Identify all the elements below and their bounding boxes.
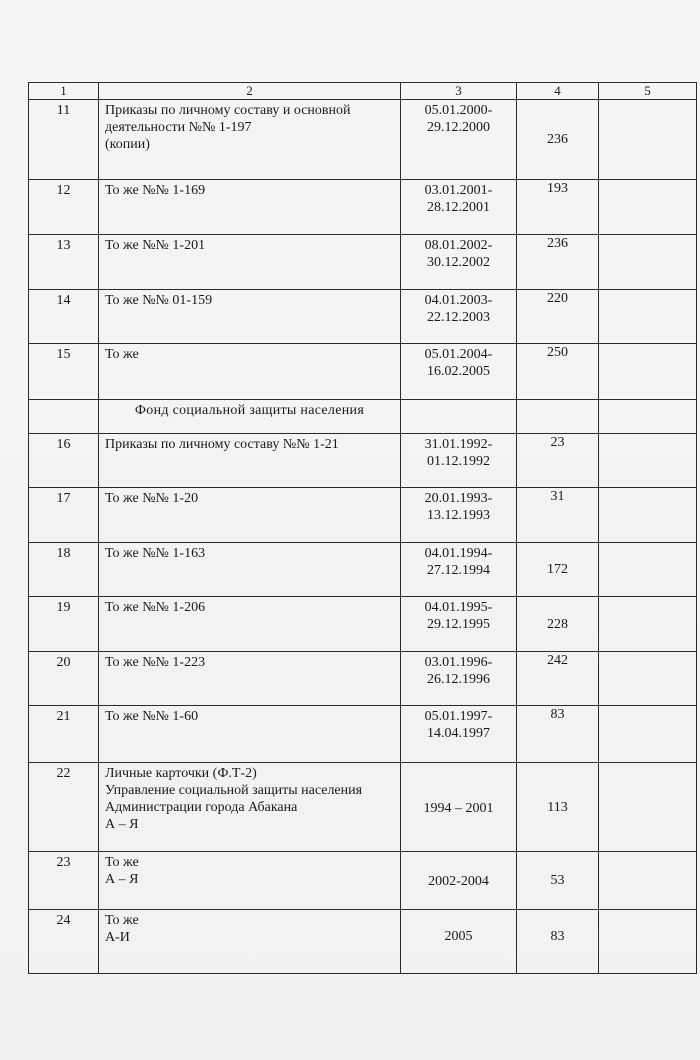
row-sheets: 83: [517, 706, 599, 763]
table-row: [29, 100, 697, 180]
table-row: [29, 344, 697, 400]
row-sheets: 220: [517, 290, 599, 344]
column-header: 5: [599, 83, 697, 100]
row-note: [599, 100, 697, 180]
row-title: То же №№ 01-159: [99, 290, 401, 344]
column-header: 3: [401, 83, 517, 100]
table-row: [29, 706, 697, 763]
column-header: 1: [29, 83, 99, 100]
row-sheets: 31: [517, 488, 599, 543]
row-dates: 1994 – 2001: [401, 763, 517, 852]
column-header: 2: [99, 83, 401, 100]
row-note: [599, 597, 697, 652]
row-note: [599, 852, 697, 910]
row-dates: 2005: [401, 910, 517, 974]
row-title: То же А-И: [99, 910, 401, 974]
row-number: 18: [29, 543, 99, 597]
row-dates: 31.01.1992- 01.12.1992: [401, 434, 517, 488]
table-row: [29, 180, 697, 235]
table-row: [29, 290, 697, 344]
row-number: 16: [29, 434, 99, 488]
row-note: [599, 706, 697, 763]
row-note: [599, 543, 697, 597]
row-number: 24: [29, 910, 99, 974]
row-title: То же №№ 1-163: [99, 543, 401, 597]
row-dates: 04.01.1994- 27.12.1994: [401, 543, 517, 597]
row-dates: 04.01.2003- 22.12.2003: [401, 290, 517, 344]
row-dates: 05.01.1997- 14.04.1997: [401, 706, 517, 763]
inventory-table: [28, 82, 697, 974]
row-dates: 20.01.1993- 13.12.1993: [401, 488, 517, 543]
row-sheets: 83: [517, 910, 599, 974]
row-title: Приказы по личному составу и основной деятельности №№ 1-197 (копии): [99, 100, 401, 180]
column-header: 4: [517, 83, 599, 100]
row-note: [599, 763, 697, 852]
row-number: 21: [29, 706, 99, 763]
row-dates: 2002-2004: [401, 852, 517, 910]
row-dates: 03.01.1996- 26.12.1996: [401, 652, 517, 706]
row-note: [599, 290, 697, 344]
table-row: [29, 597, 697, 652]
row-number: 14: [29, 290, 99, 344]
table-row: [29, 652, 697, 706]
row-title: То же А – Я: [99, 852, 401, 910]
section-title: Фонд социальной защиты населения: [99, 400, 401, 434]
row-note: [599, 344, 697, 400]
table-header-row: [29, 83, 697, 100]
row-title: Личные карточки (Ф.Т-2) Управление социальной защиты населения Администрации города Абакана А – Я: [99, 763, 401, 852]
row-number: 23: [29, 852, 99, 910]
row-number: 17: [29, 488, 99, 543]
table-row: [29, 910, 697, 974]
row-number: 19: [29, 597, 99, 652]
row-title: То же №№ 1-223: [99, 652, 401, 706]
row-note: [599, 910, 697, 974]
row-title: То же №№ 1-201: [99, 235, 401, 290]
row-note: [599, 180, 697, 235]
row-dates: 03.01.2001- 28.12.2001: [401, 180, 517, 235]
row-sheets: 53: [517, 852, 599, 910]
row-sheets: 113: [517, 763, 599, 852]
row-number: 11: [29, 100, 99, 180]
row-sheets: 172: [517, 543, 599, 597]
row-note: [599, 488, 697, 543]
row-note: [599, 652, 697, 706]
row-number: 13: [29, 235, 99, 290]
table-row: [29, 488, 697, 543]
row-sheets: 250: [517, 344, 599, 400]
row-dates: 05.01.2000- 29.12.2000: [401, 100, 517, 180]
row-title: То же №№ 1-169: [99, 180, 401, 235]
row-number: 12: [29, 180, 99, 235]
table-row: [29, 235, 697, 290]
row-dates: 04.01.1995- 29.12.1995: [401, 597, 517, 652]
row-title: То же №№ 1-206: [99, 597, 401, 652]
row-sheets: 236: [517, 100, 599, 180]
row-sheets: 193: [517, 180, 599, 235]
row-title: То же: [99, 344, 401, 400]
row-sheets: 228: [517, 597, 599, 652]
row-note: [599, 235, 697, 290]
row-sheets: 23: [517, 434, 599, 488]
row-number: 22: [29, 763, 99, 852]
table-row: [29, 852, 697, 910]
row-title: Приказы по личному составу №№ 1-21: [99, 434, 401, 488]
row-number: 20: [29, 652, 99, 706]
table-row: [29, 543, 697, 597]
row-title: То же №№ 1-20: [99, 488, 401, 543]
row-note: [599, 434, 697, 488]
table-row: [29, 763, 697, 852]
row-dates: 05.01.2004- 16.02.2005: [401, 344, 517, 400]
section-row: [29, 400, 697, 434]
table-row: [29, 434, 697, 488]
row-sheets: 236: [517, 235, 599, 290]
row-dates: 08.01.2002- 30.12.2002: [401, 235, 517, 290]
row-title: То же №№ 1-60: [99, 706, 401, 763]
row-sheets: 242: [517, 652, 599, 706]
row-number: 15: [29, 344, 99, 400]
